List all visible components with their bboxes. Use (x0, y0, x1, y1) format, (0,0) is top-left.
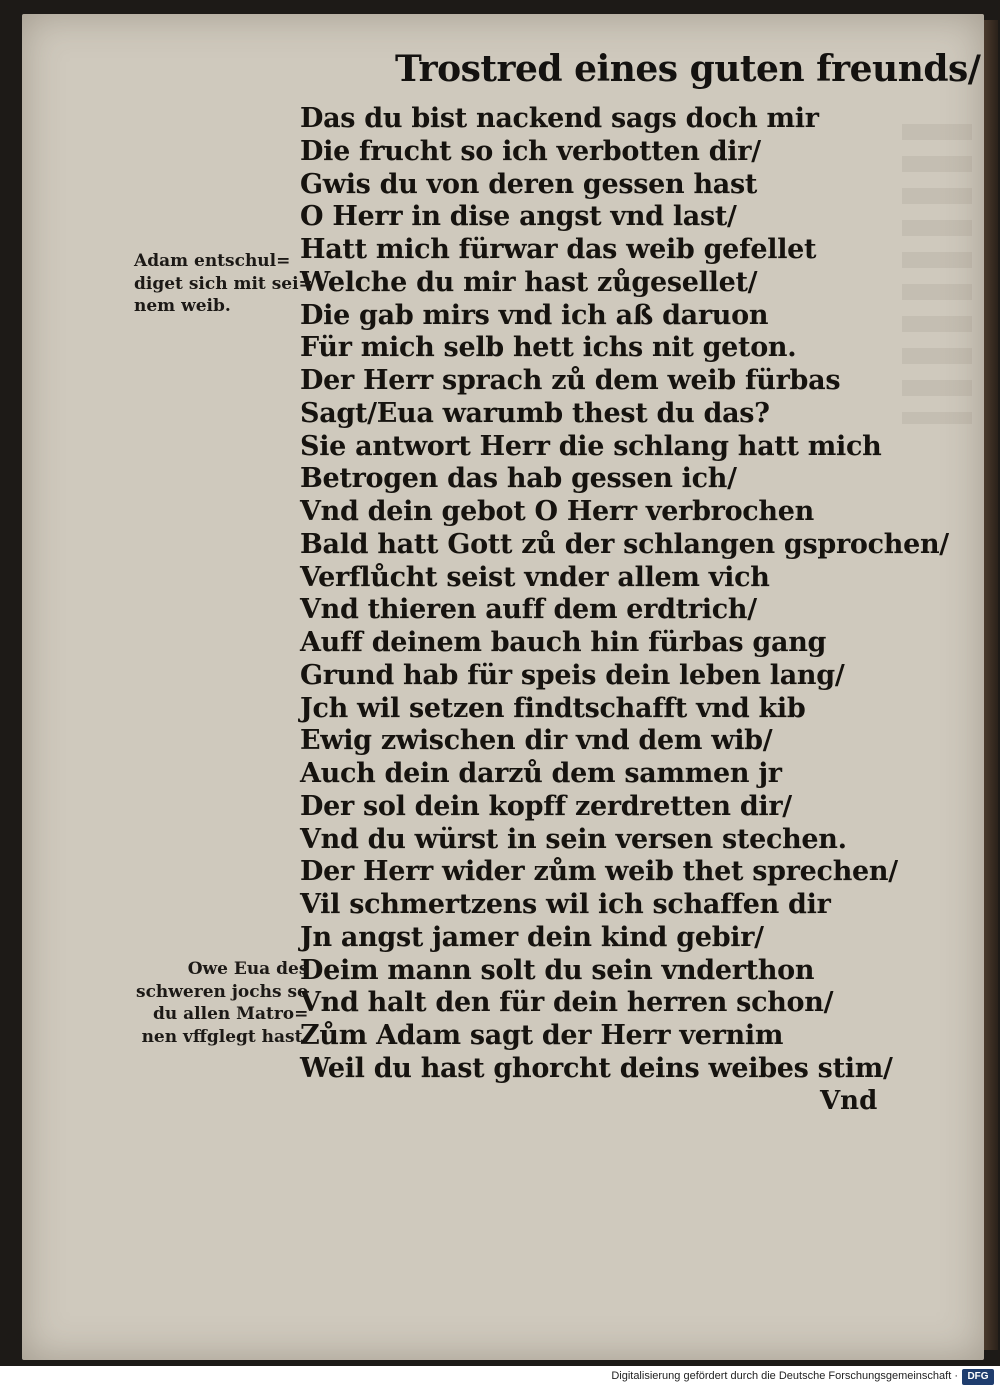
marginal-note-adam (134, 250, 313, 318)
verse-line: Vnd thieren auff dem erdtrich/ (300, 594, 757, 626)
book-edge (984, 20, 998, 1350)
footer-bar (0, 1366, 1000, 1389)
verse-line: Hatt mich fürwar das weib gefellet (300, 234, 817, 265)
marginal-line: nen vffglegt hast. (141, 1026, 309, 1047)
verse-line: Vnd du würst in sein versen stechen. (300, 823, 847, 855)
verse-line: Deim mann solt du sein vnderthon (300, 954, 815, 986)
marginal-note-eua (136, 958, 308, 1048)
verse-line: Jn angst jamer dein kind gebir/ (300, 921, 764, 953)
verse-line: Der Herr sprach zů dem weib fürbas (300, 365, 841, 396)
verse-line: Vil schmertzens wil ich schaffen dir (300, 889, 831, 920)
verse-line: Das du bist nackend sags doch mir (300, 103, 819, 134)
verse-line: Bald hatt Gott zů der schlangen gsprochen/ (300, 528, 949, 560)
marginal-line: nem weib. (134, 296, 231, 316)
verse-line: Auch dein darzů dem sammen jr (300, 758, 782, 789)
verse-line: Sie antwort Herr die schlang hatt mich (300, 430, 882, 462)
running-head: Trostred eines guten freunds/ (395, 48, 981, 90)
verse-line: Jch wil setzen findtschafft vnd kib (300, 692, 806, 724)
verse-line: Vnd halt den für dein herren schon/ (300, 987, 834, 1019)
verse-text (300, 103, 949, 1086)
verse-line: Auff deinem bauch hin fürbas gang (300, 627, 827, 658)
verse-line: Sagt/Eua warumb thest du das? (300, 397, 770, 429)
verse-line: Für mich selb hett ichs nit geton. (300, 332, 797, 364)
marginal-line: diget sich mit sei= (134, 273, 313, 294)
verse-line: Vnd dein gebot O Herr verbrochen (300, 496, 814, 527)
verse-line: Betrogen das hab gessen ich/ (300, 463, 737, 495)
marginal-line: du allen Matro= (152, 1004, 309, 1024)
marginal-line: Adam entschul= (134, 251, 291, 271)
verse-line: Weil du hast ghorcht deins weibes stim/ (300, 1052, 893, 1084)
dfg-logo-icon: DFG (962, 1369, 994, 1385)
verse-line: Zům Adam sagt der Herr vernim (300, 1020, 784, 1051)
catchword: Vnd (820, 1086, 878, 1116)
verse-line: Die gab mirs vnd ich aß daruon (300, 299, 769, 331)
verse-line: Welche du mir hast zůgesellet/ (300, 266, 758, 298)
marginal-line: schweren jochs so (136, 981, 309, 1002)
verse-line: Die frucht so ich verbotten dir/ (300, 135, 761, 167)
verse-line: Verflůcht seist vnder allem vich (300, 561, 770, 593)
funding-credit: Digitalisierung gefördert durch die Deutsche Forschungsgemeinschaft · (611, 1370, 958, 1382)
verse-line: Der sol dein kopff zerdretten dir/ (300, 790, 792, 822)
marginal-line: Owe Eua des (187, 959, 309, 979)
verse-line: Grund hab für speis dein leben lang/ (300, 659, 845, 691)
verse-line: Gwis du von deren gessen hast (300, 168, 758, 200)
verse-line: Ewig zwischen dir vnd dem wib/ (300, 725, 773, 757)
verse-line: Der Herr wider zům weib thet sprechen/ (300, 856, 898, 888)
verse-line: O Herr in dise angst vnd last/ (300, 201, 737, 233)
